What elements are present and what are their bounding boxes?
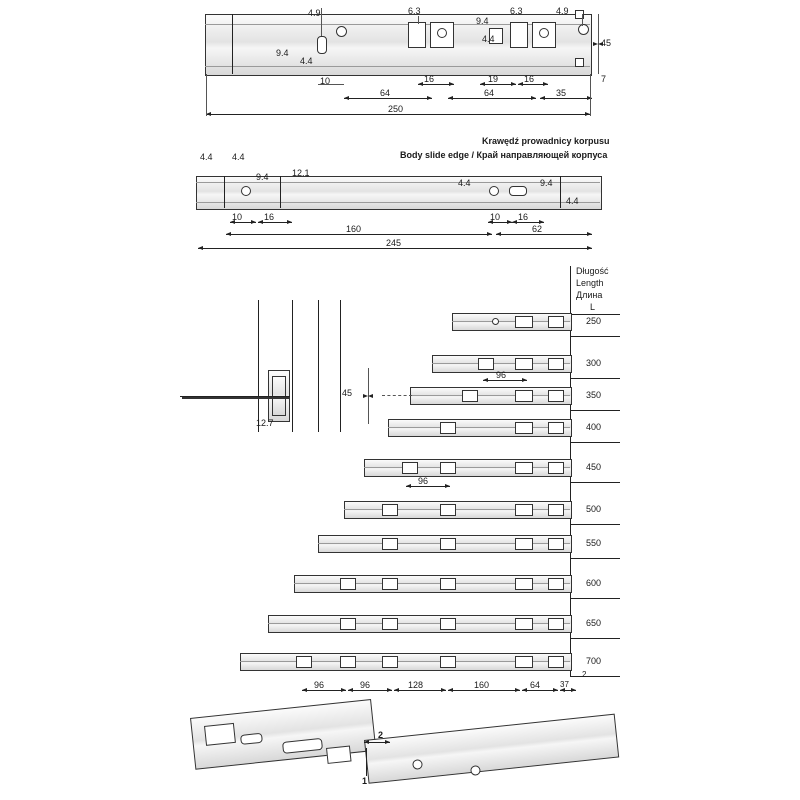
middle-view-hole-2 (489, 186, 499, 196)
dim-mid-16-a: 16 (264, 212, 275, 222)
length-value-550: 550 (586, 538, 602, 548)
dim-top-7: 7 (601, 74, 607, 84)
dim-mid-4-4-b: 4.4 (232, 152, 245, 162)
dim-chart-bottom-160: 160 (474, 680, 490, 690)
dim-mid-62: 62 (532, 224, 543, 234)
top-view-slot-1 (317, 36, 327, 54)
dim-mid-245: 245 (386, 238, 402, 248)
dim-chart-bottom-64: 64 (530, 680, 541, 690)
dim-chart-96-upper-2: 96 (418, 476, 429, 486)
dim-mid-16-b: 16 (518, 212, 529, 222)
length-value-350: 350 (586, 390, 602, 400)
dim-top-35: 35 (556, 88, 567, 98)
dim-chart-bottom-96-b: 96 (360, 680, 371, 690)
dim-top-4-4-a: 4.4 (300, 56, 313, 66)
dim-mid-9-4-a: 9.4 (256, 172, 269, 182)
dim-mid-12-1: 12.1 (292, 168, 310, 178)
note-body-slide-edge-pl: Krawędź prowadnicy korpusu (482, 136, 610, 146)
length-label-ru: Длина (576, 290, 603, 300)
dim-chart-bottom-96-a: 96 (314, 680, 325, 690)
dim-top-250: 250 (388, 104, 404, 114)
note-body-slide-edge-multi: Body slide edge / Край направляющей корпуса (400, 150, 608, 160)
dim-top-6-3-a: 6.3 (408, 6, 421, 16)
length-label-en: Length (576, 278, 604, 288)
dim-top-19: 19 (488, 74, 499, 84)
dim-mid-4-4-c: 4.4 (458, 178, 471, 188)
dim-mid-10-a: 10 (232, 212, 243, 222)
dim-top-16-a: 16 (424, 74, 435, 84)
length-value-700: 700 (586, 656, 602, 666)
middle-view-slot-1 (509, 186, 527, 196)
dim-top-9-4-a: 9.4 (476, 16, 489, 26)
length-value-450: 450 (586, 462, 602, 472)
dim-top-10: 10 (320, 76, 331, 86)
top-view-bracket-4 (510, 22, 528, 48)
dim-top-6-3-b: 6.3 (510, 6, 523, 16)
length-symbol: L (590, 302, 596, 312)
dim-top-4-9-b: 4.9 (556, 6, 569, 16)
dim-top-4-9-a: 4.9 (308, 8, 321, 18)
dim-mid-9-4-b: 9.4 (540, 178, 553, 188)
dim-mid-4-4-d: 4.4 (566, 196, 579, 206)
dim-top-64-a: 64 (380, 88, 391, 98)
length-value-300: 300 (586, 358, 602, 368)
middle-view-hole-1 (241, 186, 251, 196)
top-view-hole-2 (578, 24, 589, 35)
dim-chart-bottom-128: 128 (408, 680, 424, 690)
dim-mid-160: 160 (346, 224, 362, 234)
length-label-pl: Długość (576, 266, 609, 276)
chart-bottom-extra: 2 (582, 670, 587, 679)
detail-callout-2: 2 (378, 730, 384, 740)
dim-top-16-b: 16 (524, 74, 535, 84)
dim-mid-4-4-a: 4.4 (200, 152, 213, 162)
top-view-hole-1 (336, 26, 347, 37)
length-value-500: 500 (586, 504, 602, 514)
dim-top-9-4-b: 9.4 (276, 48, 289, 58)
detail-callout-1: 1 (362, 776, 368, 786)
dim-chart-bottom-37: 37 (560, 680, 569, 689)
dim-top-45: 45 (601, 38, 612, 48)
dim-top-4-4-b: 4.4 (482, 34, 495, 44)
detail-rail-drawer (364, 714, 619, 784)
top-view-bracket-1 (408, 22, 426, 48)
dim-mid-10-b: 10 (490, 212, 501, 222)
length-value-400: 400 (586, 422, 602, 432)
length-value-600: 600 (586, 578, 602, 588)
length-value-250: 250 (586, 316, 602, 326)
dim-chart-96-upper-1: 96 (496, 370, 507, 380)
dim-section-12-7: 12.7 (256, 418, 274, 428)
dim-section-45: 45 (342, 388, 353, 398)
dim-top-64-b: 64 (484, 88, 495, 98)
length-value-650: 650 (586, 618, 602, 628)
